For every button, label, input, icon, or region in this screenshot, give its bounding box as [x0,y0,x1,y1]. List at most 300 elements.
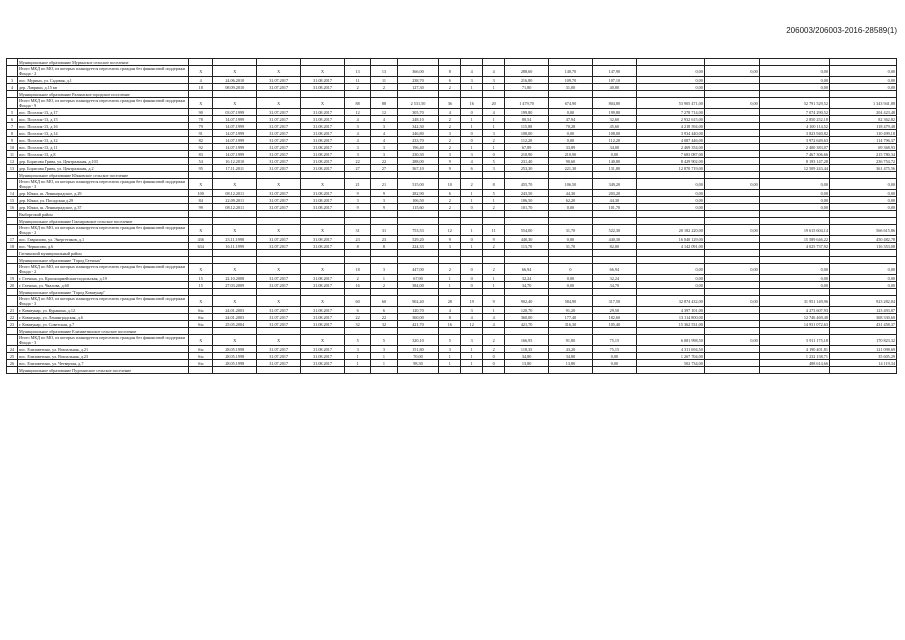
row-number-cell: 12 [7,158,18,165]
value-cell: 1 [371,353,397,360]
value-cell [704,116,759,123]
value-cell: б/н [189,360,213,367]
empty-cell [257,218,301,225]
value-cell: 3 [461,77,483,84]
row-number-cell: 8 [7,130,18,137]
empty-cell [344,91,370,98]
value-cell: 0,00 [759,179,829,190]
value-cell: 90,60 [549,158,593,165]
table-row [7,151,897,158]
value-cell: 31.07.2017 [257,158,301,165]
value-cell: 246,80 [397,130,439,137]
empty-cell [759,172,829,179]
empty-cell [592,91,636,98]
value-cell: X [213,296,257,307]
address-cell: пос. Гаврилово, ул. Энергетиков, д.1 [17,236,188,243]
value-cell: 19 [461,296,483,307]
empty-cell [483,250,505,257]
value-cell: 182,60 [592,314,636,321]
value-cell: 0,00 [829,275,896,282]
empty-cell [549,59,593,66]
section-row [7,328,897,335]
value-cell: 78 [189,116,213,123]
value-cell: 47,94 [549,116,593,123]
value-cell: 34,00 [592,144,636,151]
row-number-cell [7,257,18,264]
value-cell: 2 [344,84,370,91]
value-cell: 13 114 800,00 [636,314,704,321]
value-cell: 3 [439,130,461,137]
value-cell: 7 683 087,00 [636,151,704,158]
table-body [7,59,897,374]
value-cell: 3 [461,307,483,314]
value-cell: 31.07.2017 [257,282,301,289]
table-row [7,360,897,367]
empty-cell [397,328,439,335]
value-cell: 447,00 [397,264,439,275]
value-cell: 23 [344,236,370,243]
value-cell: 634 [189,243,213,250]
value-cell: 66,94 [592,264,636,275]
value-cell: 2 [439,197,461,204]
value-cell: 33,89 [549,144,593,151]
value-cell: 1 232 138,71 [759,353,829,360]
value-cell: 3 [344,151,370,158]
value-cell: 31.08.2017 [301,197,345,204]
value-cell: 28.05.1998 [213,346,257,353]
value-cell [704,197,759,204]
value-cell: 2 [483,264,505,275]
value-cell: 31.08.2017 [301,116,345,123]
value-cell: 3 823 940,82 [759,130,829,137]
value-cell: 27 [344,165,370,172]
value-cell: б/н [189,346,213,353]
value-cell: 3 [439,151,461,158]
value-cell: 31.07.2017 [257,165,301,172]
value-cell: 8 [483,179,505,190]
value-cell: 31.08.2017 [301,236,345,243]
value-cell: 2 [439,144,461,151]
value-cell: 177,40 [549,314,593,321]
value-cell: 0,00 [759,190,829,197]
value-cell: X [301,179,345,190]
total-row [7,179,897,190]
empty-cell [483,257,505,264]
value-cell: 108,00 [592,130,636,137]
row-number-cell [7,98,18,109]
value-cell: 1 [483,197,505,204]
empty-cell [505,328,549,335]
value-cell: 0,00 [549,282,593,289]
value-cell: X [257,296,301,307]
empty-cell [257,59,301,66]
value-cell: 22.10.2008 [213,275,257,282]
value-cell: 31.07.2017 [257,137,301,144]
value-cell: 238,70 [397,77,439,84]
value-cell: 31.07.2017 [257,144,301,151]
value-cell: 31.08.2017 [301,77,345,84]
value-cell: 8 193 147,28 [759,158,829,165]
section-label: Муниципальное образование "Город Коммунар" [17,289,188,296]
value-cell: 674,90 [549,98,593,109]
value-cell: 22 [371,158,397,165]
empty-cell [704,211,759,218]
empty-cell [704,250,759,257]
empty-cell [189,250,213,257]
row-number-cell [7,264,18,275]
value-cell: 0,00 [636,282,704,289]
table-row [7,158,897,165]
value-cell: X [213,66,257,77]
address-cell: пос. Поселок-13, д.15 [17,116,188,123]
empty-cell [397,211,439,218]
empty-cell [636,257,704,264]
empty-cell [301,211,345,218]
address-cell: г. Гатчина, ул. Красноармейская-подольская, д.19 [17,275,188,282]
value-cell: 4 [483,66,505,77]
value-cell: 0,00 [704,264,759,275]
value-cell: 03.07.1999 [213,109,257,116]
empty-cell [257,211,301,218]
empty-cell [371,328,397,335]
value-cell: 32,60 [592,116,636,123]
empty-cell [461,59,483,66]
section-label: Муниципальное образование Пудомягское сельское поселение [17,367,188,374]
value-cell: 31.08.2017 [301,282,345,289]
value-cell: 114 796,37 [829,137,896,144]
value-cell: 1 [439,282,461,289]
value-cell: 0,00 [704,296,759,307]
value-cell: 31.07.2017 [257,109,301,116]
empty-cell [213,218,257,225]
value-cell: 2 [483,346,505,353]
table-row [7,190,897,197]
value-cell: 120,70 [505,307,549,314]
total-label: Итого МКД по МО, из которых планируется переселить граждан без финансовой поддержки Фонда - 3 [17,335,188,346]
value-cell: 488 614,66 [759,360,829,367]
value-cell: 31.07.2017 [257,123,301,130]
value-cell: 199,80 [505,109,549,116]
total-row [7,66,897,77]
empty-cell [344,211,370,218]
row-number-cell: 20 [7,282,18,289]
total-label: Итого МКД по МО, из которых планируется переселить граждан без финансовой поддержки Фонда - 3 [17,296,188,307]
value-cell: 4 [483,109,505,116]
value-cell: 12 [344,109,370,116]
total-row [7,296,897,307]
value-cell: 28.05.1998 [213,353,257,360]
value-cell: 4 [439,109,461,116]
table-row [7,321,897,328]
value-cell: 31.07.2017 [257,151,301,158]
empty-cell [704,257,759,264]
value-cell [704,275,759,282]
empty-cell [505,218,549,225]
empty-cell [344,367,370,374]
empty-cell [636,91,704,98]
value-cell: 9 [483,236,505,243]
value-cell: 2 [344,275,370,282]
value-cell: 60 [371,296,397,307]
value-cell: 14.07.1999 [213,123,257,130]
empty-cell [439,172,461,179]
value-cell: 1 [461,84,483,91]
value-cell: 31.07.2017 [257,84,301,91]
value-cell: 20 [483,98,505,109]
value-cell: 450 482,78 [829,236,896,243]
value-cell: 0,00 [636,275,704,282]
value-cell: 2 [461,179,483,190]
value-cell: 1 [439,275,461,282]
empty-cell [461,250,483,257]
empty-cell [257,367,301,374]
value-cell: 0,00 [829,66,896,77]
value-cell: 1 267 704,00 [636,353,704,360]
value-cell: 92 [189,144,213,151]
value-cell: 4 025 737,92 [759,243,829,250]
value-cell: 902,40 [397,296,439,307]
value-cell: 7 074 290,52 [759,109,829,116]
value-cell: 112,20 [505,137,549,144]
section-label: Гатчинский муниципальный район [17,250,188,257]
value-cell: 3 [344,197,370,204]
value-cell: 5 [371,335,397,346]
value-cell: 70,28 [549,123,593,130]
value-cell: 95 [189,165,213,172]
row-number-cell: 21 [7,307,18,314]
value-cell: X [189,179,213,190]
value-cell: 3 [439,346,461,353]
value-cell: 1 [371,275,397,282]
table-row [7,165,897,172]
empty-cell [301,257,345,264]
empty-cell [829,367,896,374]
value-cell: 0,00 [759,204,829,211]
value-cell: 4 [461,158,483,165]
total-label: Итого МКД по МО, из которых планируется переселить граждан без финансовой поддержки Фонда - 2 [17,225,188,236]
empty-cell [439,328,461,335]
empty-cell [592,172,636,179]
address-cell: пос. Черкасово, д.6 [17,243,188,250]
value-cell [704,321,759,328]
value-cell: 431 458,37 [829,321,896,328]
value-cell: 13,80 [505,360,549,367]
value-cell: X [301,98,345,109]
value-cell: 502 734,00 [636,360,704,367]
value-cell: 24.01.2003 [213,307,257,314]
value-cell: 44,30 [549,190,593,197]
address-cell: дер. Юкки, ул. Посадская д.29 [17,197,188,204]
value-cell: 98,30 [397,360,439,367]
value-cell: 196,40 [397,144,439,151]
row-number-cell: 18 [7,243,18,250]
value-cell: 231,40 [505,158,549,165]
empty-cell [549,218,593,225]
value-cell: 24.06.2010 [213,77,257,84]
value-cell: 1 [461,116,483,123]
value-cell: 288,60 [505,66,549,77]
value-cell: 45,60 [592,123,636,130]
empty-cell [439,211,461,218]
value-cell: X [189,296,213,307]
empty-cell [483,59,505,66]
section-label: Муниципальное образование Гончаровское сельское поселение [17,218,188,225]
empty-cell [397,172,439,179]
empty-cell [636,328,704,335]
value-cell: 2 [439,123,461,130]
value-cell: 253,30 [505,165,549,172]
empty-cell [636,211,704,218]
value-cell: 15 [189,282,213,289]
value-cell: 31.07.2017 [257,236,301,243]
empty-cell [461,367,483,374]
value-cell: 12 509 243,44 [759,165,829,172]
empty-cell [189,367,213,374]
value-cell: 11 [344,77,370,84]
address-cell: пос. Елизаветино, ул. Вокзальная, д.23 [17,353,188,360]
value-cell: 24.01.2003 [213,314,257,321]
empty-cell [759,367,829,374]
value-cell: 440,30 [505,236,549,243]
value-cell: 31.07.2017 [257,190,301,197]
empty-cell [704,328,759,335]
value-cell: 4 397 101,00 [636,307,704,314]
value-cell: 121 098,69 [829,346,896,353]
total-label: Итого МКД по МО, из которых планируется переселить граждан без финансовой поддержки Фонда - 9 [17,98,188,109]
value-cell: 82 [189,137,213,144]
value-cell: 233,70 [397,137,439,144]
value-cell: X [257,66,301,77]
table-row [7,282,897,289]
value-cell: 91,20 [549,307,593,314]
value-cell: 0 [461,236,483,243]
value-cell: 0,00 [829,264,896,275]
value-cell: 115,88 [505,123,549,130]
section-row [7,250,897,257]
row-number-cell [7,250,18,257]
empty-cell [439,218,461,225]
section-label: Муниципальное образование Юкковское сельское поселение [17,172,188,179]
value-cell: 9 [344,190,370,197]
empty-cell [213,250,257,257]
empty-cell [592,367,636,374]
empty-cell [257,172,301,179]
value-cell: X [301,225,345,236]
empty-cell [213,328,257,335]
address-cell: пос. Поселок-13, д.12 [17,137,188,144]
value-cell: 3 [461,151,483,158]
value-cell: 108,00 [505,130,549,137]
value-cell: 67,90 [397,275,439,282]
value-cell: 224,33 [397,243,439,250]
total-label: Итого МКД по МО, из которых планируется переселить граждан без финансовой поддержки Фонда - 2 [17,66,188,77]
value-cell: 29,50 [592,307,636,314]
empty-cell [636,367,704,374]
value-cell: X [257,335,301,346]
value-cell: 5 [483,158,505,165]
value-cell: 28 [439,296,461,307]
empty-cell [439,250,461,257]
value-cell [704,314,759,321]
value-cell: 110 499,18 [829,130,896,137]
value-cell: 34,70 [592,282,636,289]
empty-cell [549,211,593,218]
value-cell: 1 [461,197,483,204]
empty-cell [505,91,549,98]
value-cell: 13,80 [549,360,593,367]
section-row [7,257,897,264]
value-cell: 0 [461,204,483,211]
value-cell [704,307,759,314]
value-cell: 14 931 072,63 [759,321,829,328]
value-cell: 16 [439,321,461,328]
value-cell: 4 190 401,81 [759,346,829,353]
empty-cell [759,211,829,218]
table-row [7,275,897,282]
value-cell: 9 [371,190,397,197]
value-cell: 9 [344,204,370,211]
total-row [7,264,897,275]
value-cell [704,236,759,243]
value-cell: 349,20 [592,179,636,190]
value-cell: 31.08.2017 [301,204,345,211]
empty-cell [301,218,345,225]
empty-cell [483,91,505,98]
value-cell: 107,10 [592,77,636,84]
value-cell: X [189,98,213,109]
empty-cell [439,289,461,296]
value-cell: 22.09.2011 [213,197,257,204]
empty-cell [344,250,370,257]
value-cell: б/н [189,353,213,360]
empty-cell [829,250,896,257]
section-row [7,91,897,98]
value-cell: 4 [189,77,213,84]
value-cell: 91 [189,130,213,137]
value-cell: 436 [189,236,213,243]
value-cell: 210,90 [549,151,593,158]
value-cell: 8 429 902,00 [636,158,704,165]
value-cell: 584,90 [549,296,593,307]
row-number-cell: 6 [7,116,18,123]
empty-cell [189,257,213,264]
value-cell: 31.07.2017 [257,321,301,328]
value-cell: 529,20 [397,236,439,243]
value-cell: 13 [344,66,370,77]
address-cell: г. Коммунар, ул. Советская, д.7 [17,321,188,328]
value-cell [704,151,759,158]
value-cell: 522,30 [592,225,636,236]
empty-cell [301,172,345,179]
value-cell: 18 [189,84,213,91]
empty-cell [636,218,704,225]
empty-cell [301,250,345,257]
value-cell: 554,00 [505,225,549,236]
empty-cell [505,367,549,374]
value-cell: 12 746 469,40 [759,314,829,321]
empty-cell [397,250,439,257]
value-cell: 16 040 129,00 [636,236,704,243]
address-cell: дер. Борисова Грива, ул. Центральная, д.2 [17,165,188,172]
value-cell: 5 [439,335,461,346]
address-cell: пос. Поселок-13, д.16 [17,123,188,130]
value-cell: 0,00 [704,98,759,109]
value-cell: 14.07.1999 [213,144,257,151]
value-cell: 1 [461,360,483,367]
value-cell: 31.07.2017 [257,275,301,282]
empty-cell [483,211,505,218]
value-cell: 31.08.2017 [301,123,345,130]
